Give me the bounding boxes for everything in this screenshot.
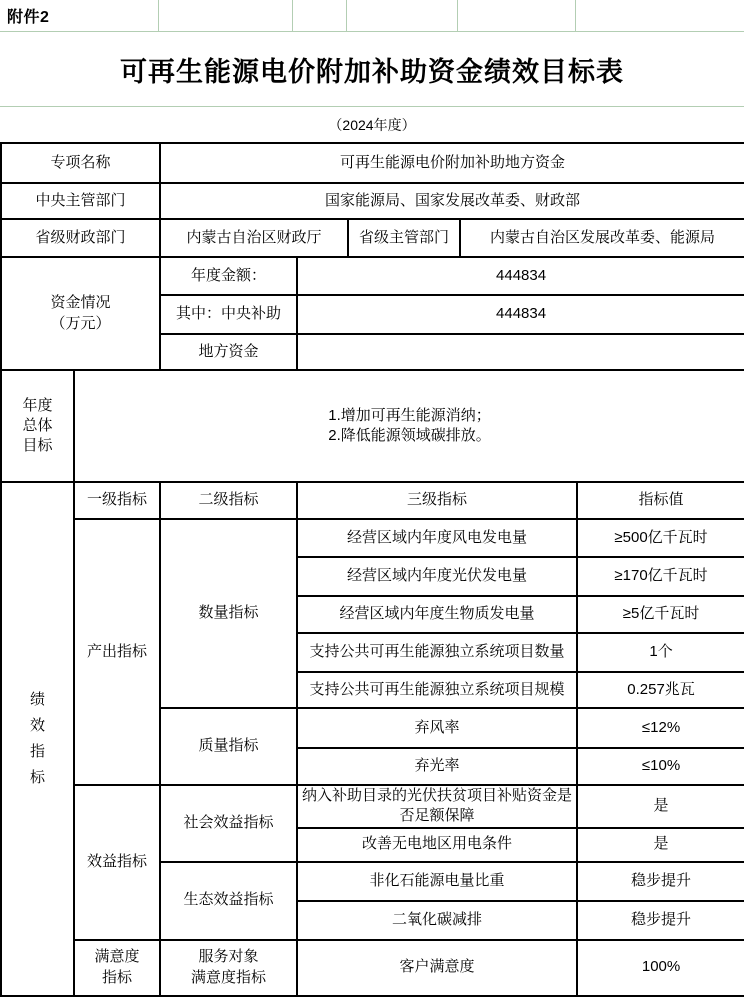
annual-goal-label (1, 370, 74, 482)
goal-label-line3: 目标 (22, 437, 53, 455)
table-row (1, 143, 744, 183)
indicator-pv-poverty-subsidy-value: 是 (577, 785, 744, 828)
year-row (0, 107, 744, 142)
table-row (1, 219, 744, 257)
indicator-solar-curtailment-value: ≤10% (577, 748, 744, 785)
empty-cell (293, 0, 347, 31)
tier3-header: 三级指标 (297, 482, 577, 519)
annual-amount-value: 444834 (297, 257, 744, 295)
annual-amount-label: 年度金额： (160, 257, 297, 295)
indicator-project-count: 支持公共可再生能源独立系统项目数量 (297, 633, 577, 672)
gridline-row (0, 0, 744, 32)
table-row (1, 482, 744, 519)
indicator-solar-power: 经营区域内年度光伏发电量 (297, 557, 577, 596)
empty-cell (159, 0, 293, 31)
table-row (1, 183, 744, 219)
service-label-line2: 满意度指标 (191, 968, 267, 986)
indicator-wind-curtailment: 弃风率 (297, 708, 577, 748)
title-row (0, 32, 744, 107)
performance-label-vertical: 绩效指标 (29, 690, 45, 786)
annual-goal-content (74, 370, 744, 482)
indicator-pv-poverty-subsidy: 纳入补助目录的光伏扶贫项目补贴资金是否足额保障 (297, 785, 577, 828)
tier2-header: 二级指标 (160, 482, 297, 519)
tier2-quality: 质量指标 (160, 708, 297, 785)
indicator-project-count-value: 1个 (577, 633, 744, 672)
empty-cell (347, 0, 458, 31)
central-subsidy-label: 其中：中央补助 (160, 295, 297, 334)
project-name-label: 专项名称 (1, 143, 160, 183)
tier2-service-satisfaction (160, 940, 297, 996)
service-label-line1: 服务对象 (198, 948, 259, 966)
local-funds-value (297, 334, 744, 370)
attachment-label: 附件2 (7, 9, 50, 26)
performance-target-table (0, 142, 744, 997)
prov-finance-value: 内蒙古自治区财政厅 (160, 219, 348, 257)
project-name-value: 可再生能源电价附加补助地方资金 (160, 143, 744, 183)
indicator-no-power-areas-value: 是 (577, 828, 744, 862)
indicator-co2-reduction-value: 稳步提升 (577, 901, 744, 940)
tier1-output: 产出指标 (74, 519, 160, 785)
goal-label-line1: 年度 (22, 396, 53, 414)
value-header: 指标值 (577, 482, 744, 519)
attachment-cell (0, 0, 159, 31)
table-row (1, 370, 744, 482)
performance-section-label (1, 482, 74, 996)
indicator-co2-reduction: 二氧化碳减排 (297, 901, 577, 940)
local-funds-label: 地方资金 (160, 334, 297, 370)
indicator-customer-satisfaction-value: 100% (577, 940, 744, 996)
indicator-biomass-power: 经营区域内年度生物质发电量 (297, 596, 577, 633)
funding-section-label (1, 257, 160, 370)
tier1-satisfaction (74, 940, 160, 996)
year-label: （2024年度） (328, 116, 416, 133)
indicator-project-scale: 支持公共可再生能源独立系统项目规模 (297, 672, 577, 708)
satisfaction-label-line1: 满意度 (94, 948, 140, 966)
empty-cell (576, 0, 744, 31)
indicator-wind-curtailment-value: ≤12% (577, 708, 744, 748)
central-subsidy-value: 444834 (297, 295, 744, 334)
tier2-social: 社会效益指标 (160, 785, 297, 862)
page-title: 可再生能源电价附加补助资金绩效目标表 (120, 56, 624, 87)
indicator-nonfossil-share-value: 稳步提升 (577, 862, 744, 901)
central-dept-label: 中央主管部门 (1, 183, 160, 219)
indicator-nonfossil-share: 非化石能源电量比重 (297, 862, 577, 901)
indicator-wind-power-value: ≥500亿千瓦时 (577, 519, 744, 557)
prov-dept-value: 内蒙古自治区发展改革委、能源局 (460, 219, 744, 257)
central-dept-value: 国家能源局、国家发展改革委、财政部 (160, 183, 744, 219)
tier2-quantity: 数量指标 (160, 519, 297, 708)
indicator-biomass-power-value: ≥5亿千瓦时 (577, 596, 744, 633)
indicator-solar-power-value: ≥170亿千瓦时 (577, 557, 744, 596)
table-row (1, 257, 744, 295)
empty-cell (458, 0, 576, 31)
indicator-customer-satisfaction: 客户满意度 (297, 940, 577, 996)
table-row (1, 519, 744, 557)
table-row (1, 785, 744, 828)
goal-item-2: 2.降低能源领域碳排放。 (328, 427, 491, 444)
indicator-no-power-areas: 改善无电地区用电条件 (297, 828, 577, 862)
funding-label-line1: 资金情况 (50, 294, 111, 312)
goal-item-1: 1.增加可再生能源消纳； (328, 406, 491, 424)
table-row (1, 940, 744, 996)
satisfaction-label-line2: 指标 (102, 968, 133, 986)
tier1-header: 一级指标 (74, 482, 160, 519)
prov-finance-label: 省级财政部门 (1, 219, 160, 257)
tier2-eco: 生态效益指标 (160, 862, 297, 940)
goal-label-line2: 总体 (22, 416, 53, 434)
tier1-benefit: 效益指标 (74, 785, 160, 940)
prov-dept-label: 省级主管部门 (348, 219, 460, 257)
indicator-solar-curtailment: 弃光率 (297, 748, 577, 785)
indicator-project-scale-value: 0.257兆瓦 (577, 672, 744, 708)
funding-label-line2: （万元） (50, 314, 111, 332)
indicator-wind-power: 经营区域内年度风电发电量 (297, 519, 577, 557)
sheet-header-area (0, 0, 744, 142)
